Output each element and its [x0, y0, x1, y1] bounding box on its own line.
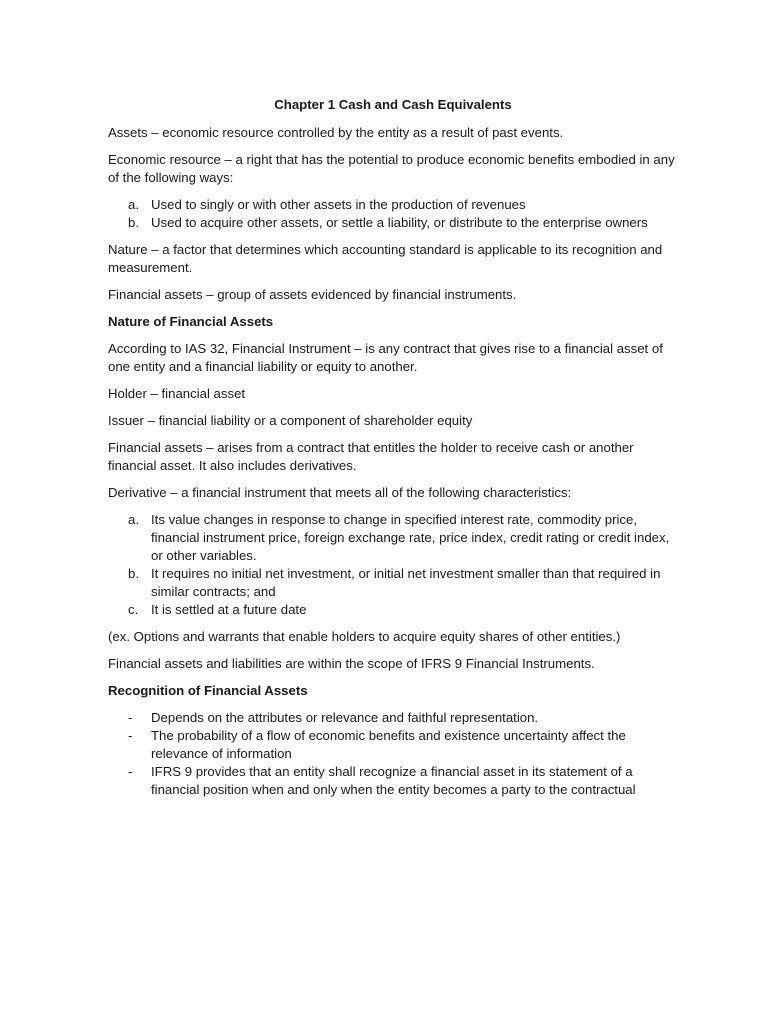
page-title: Chapter 1 Cash and Cash Equivalents	[274, 97, 512, 112]
holder-definition: Holder – financial asset	[108, 386, 246, 401]
list-item-text: IFRS 9 provides that an entity shall recognize a financial asset in its statement of a financial position when and only when the entity becomes a party to the contractual	[151, 764, 636, 797]
financial-assets-group-definition: Financial assets – group of assets evidenced by financial instruments.	[108, 287, 517, 302]
example-note: (ex. Options and warrants that enable holders to acquire equity shares of other entities.)	[108, 629, 621, 644]
derivative-definition: Derivative – a financial instrument that meets all of the following characteristics:	[108, 485, 572, 500]
list-item-text: Used to singly or with other assets in the production of revenues	[151, 197, 526, 212]
list-item-text: The probability of a flow of economic benefits and existence uncertainty affect the relevance of information	[151, 728, 626, 761]
derivative-characteristics-list	[108, 511, 678, 619]
list-item	[108, 214, 678, 232]
list-item	[108, 565, 678, 601]
list-marker: a.	[128, 512, 139, 527]
list-item	[108, 763, 678, 799]
assets-definition: Assets – economic resource controlled by the entity as a result of past events.	[108, 125, 564, 140]
list-item	[108, 727, 678, 763]
list-item	[108, 709, 678, 727]
ias32-definition: According to IAS 32, Financial Instrument – is any contract that gives rise to a financial asset of one entity and a financial liability or equity to another.	[108, 341, 663, 374]
list-marker: -	[128, 764, 133, 779]
recognition-list	[108, 709, 678, 799]
list-marker: c.	[128, 602, 139, 617]
list-item	[108, 511, 678, 565]
list-marker: b.	[128, 215, 139, 230]
list-item-text: Used to acquire other assets, or settle a liability, or distribute to the enterprise owners	[151, 215, 648, 230]
list-marker: -	[128, 728, 133, 743]
issuer-definition: Issuer – financial liability or a component of shareholder equity	[108, 413, 473, 428]
list-marker: -	[128, 710, 133, 725]
section-heading-nature: Nature of Financial Assets	[108, 314, 274, 329]
list-item-text: It is settled at a future date	[151, 602, 307, 617]
list-marker: b.	[128, 566, 139, 581]
economic-resource-definition: Economic resource – a right that has the potential to produce economic benefits embodied in any of the following ways:	[108, 152, 675, 185]
document-page	[108, 96, 678, 808]
ifrs9-scope: Financial assets and liabilities are within the scope of IFRS 9 Financial Instruments.	[108, 656, 595, 671]
financial-assets-contract-definition: Financial assets – arises from a contract that entitles the holder to receive cash or another financial asset. It also includes derivatives.	[108, 440, 634, 473]
list-item	[108, 196, 678, 214]
list-item-text: It requires no initial net investment, or initial net investment smaller than that required in similar contracts; and	[151, 566, 661, 599]
economic-resource-list	[108, 196, 678, 232]
list-item	[108, 601, 678, 619]
list-item-text: Depends on the attributes or relevance and faithful representation.	[151, 710, 539, 725]
nature-definition: Nature – a factor that determines which accounting standard is applicable to its recognition and measurement.	[108, 242, 663, 275]
section-heading-recognition: Recognition of Financial Assets	[108, 683, 308, 698]
list-marker: a.	[128, 197, 139, 212]
list-item-text: Its value changes in response to change in specified interest rate, commodity price, financial instrument price, foreign exchange rate, price index, credit rating or credit index, or other variables.	[151, 512, 670, 563]
